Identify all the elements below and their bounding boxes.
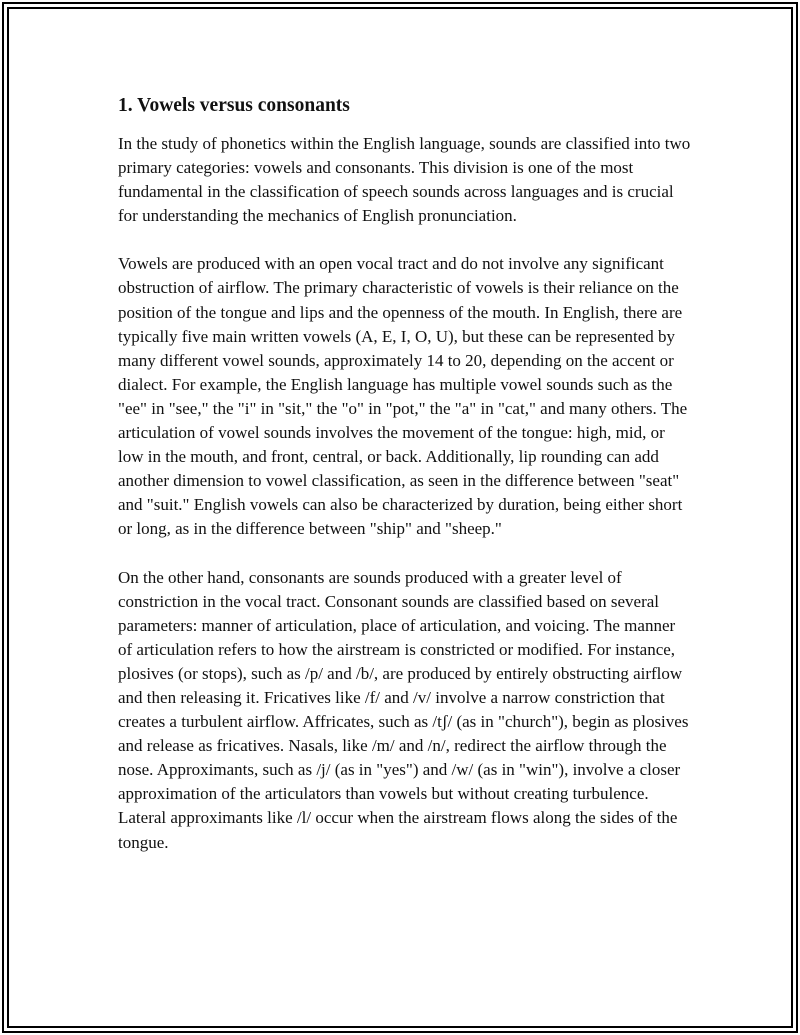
paragraph-consonants: On the other hand, consonants are sounds produced with a greater level of constriction in the vocal tract. Consonant sounds are classified based on several parameters: manner of articulation, place of articulation, and voicing. The manner of articulation refers to how the airstream is constricted or modified. For instance, plosives (or stops), such as /p/ and /b/, are produced by entirely obstructing airflow and then releasing it. Fricatives like /f/ and /v/ involve a narrow constriction that creates a turbulent airflow. Affricates, such as /tʃ/ (as in "church"), begin as plosives and release as fricatives. Nasals, like /m/ and /n/, redirect the airflow through the nose. Approximants, such as /j/ (as in "yes") and /w/ (as in "win"), involve a closer approximation of the articulators than vowels but without creating turbulence. Lateral approximants like /l/ occur when the airstream flows along the sides of the tongue.: [118, 567, 689, 852]
document-body: [118, 94, 693, 879]
section-heading: 1. Vowels versus consonants: [118, 95, 350, 116]
paragraph-intro: In the study of phonetics within the English language, sounds are classified into two primary categories: vowels and consonants. This division is one of the most fundamental in the classification of speech sounds across languages and is crucial for understanding the mechanics of English pronunciation.: [118, 134, 691, 226]
paragraph-vowels: Vowels are produced with an open vocal tract and do not involve any significant obstruction of airflow. The primary characteristic of vowels is their reliance on the position of the tongue and lips and the openness of the mouth. In English, there are typically five main written vowels (A, E, I, O, U), but these can be represented by many different vowel sounds, approximately 14 to 20, depending on the accent or dialect. For example, the English language has multiple vowel sounds such as the "ee" in "see," the "i" in "sit," the "o" in "pot," the "a" in "cat," and many others. The articulation of vowel sounds involves the movement of the tongue: high, mid, or low in the mouth, and front, central, or back. Additionally, lip rounding can add another dimension to vowel classification, as seen in the difference between "seat" and "suit." English vowels can also be characterized by duration, being either short or long, as in the difference between "ship" and "sheep.": [118, 254, 688, 539]
